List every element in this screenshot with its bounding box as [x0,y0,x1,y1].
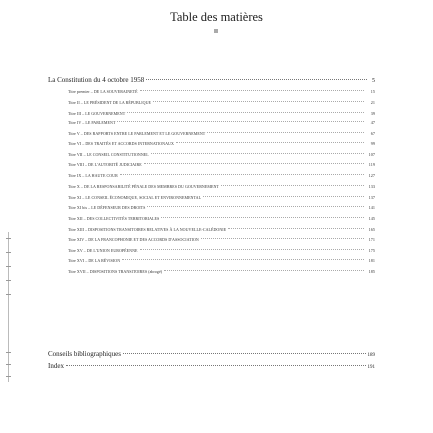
toc-heading[interactable] [48,76,375,84]
toc-entry-label: Index [48,362,64,370]
toc-page-number: 47 [370,120,375,125]
toc-entry-label: Titre XII – DES COLLECTIVITÉS TERRITORIALES [68,216,160,221]
toc-entry-label: La Constitution du 4 octobre 1958 [48,76,145,84]
toc-entry[interactable] [68,184,375,189]
toc-entry-label: Titre XVI – DE LA RÉVISION [68,258,121,263]
toc-page-number: 5 [372,78,375,84]
toc-entry[interactable] [68,89,375,94]
toc-entry[interactable] [68,120,375,125]
toc-entry[interactable] [68,227,375,232]
toc-entry[interactable] [68,131,375,136]
dot-leader [153,101,364,102]
dot-leader [144,163,364,164]
toc-entry-label: Titre XV – DE L'UNION EUROPÉENNE [68,248,138,253]
toc-page-number: 181 [368,258,375,263]
toc-page-number: 15 [370,89,375,94]
dot-leader [117,121,364,122]
toc-entry-label: Titre IX – LA HAUTE COUR [68,173,118,178]
toc-entry[interactable] [68,195,375,200]
toc-entry-label: Titre XIII – DISPOSITIONS TRANSITOIRES RELATIVES À LA NOUVELLE-CALÉDONIE [68,227,227,232]
toc-entry-label: Titre IV – LE PARLEMENT [68,120,116,125]
toc-page-number: 127 [368,173,375,178]
toc-entry[interactable] [68,100,375,105]
toc-back-matter-entry[interactable] [48,362,375,370]
dot-leader [147,206,364,207]
margin-tick [6,280,11,281]
toc-entry-label: Conseils bibliographiques [48,350,121,358]
dot-leader [228,228,364,229]
toc-entry-label: Titre III – LE GOUVERNEMENT [68,111,126,116]
dot-leader [127,112,364,113]
toc-page-number: 165 [368,227,375,232]
dot-leader [161,217,364,218]
toc-entry-label: Titre VI – DES TRAITÉS ET ACCORDS INTERNATIONAUX [68,141,174,146]
dot-leader [122,259,364,260]
toc-entry-label: Titre XVII – DISPOSITIONS TRANSITOIRES (abrogé) [68,269,163,274]
dot-leader [203,196,364,197]
dot-leader [221,185,364,186]
toc-page-number: 191 [367,365,375,370]
toc-entry-label: Titre premier – DE LA SOUVERAINETÉ [68,89,138,94]
toc-page-number: 133 [368,184,375,189]
margin-tick [6,352,11,353]
toc-entry-label: Titre VII – LE CONSEIL CONSTITUTIONNEL [68,152,149,157]
dot-leader [201,238,364,239]
toc-entry-label: Titre XIV – DE LA FRANCOPHONIE ET DES ACCORDS D'ASSOCIATION [68,237,199,242]
margin-tick [6,266,11,267]
toc-entry[interactable] [68,141,375,146]
toc-page-number: 67 [370,131,375,136]
dot-leader [123,353,366,354]
toc-entry-label: Titre II – LE PRÉSIDENT DE LA RÉPUBLIQUE [68,100,151,105]
toc-page-number: 171 [368,237,375,242]
toc-entry-label: Titre XI – LE CONSEIL ÉCONOMIQUE, SOCIAL ET ENVIRONNEMENTAL [68,195,202,200]
toc-entry-label: Titre V – DES RAPPORTS ENTRE LE PARLEMENT ET LE GOUVERNEMENT [68,131,206,136]
toc-page-number: 107 [368,152,375,157]
toc-page-number: 185 [368,269,375,274]
toc-entry[interactable] [68,205,375,210]
margin-tick [6,376,11,377]
toc-entry[interactable] [68,152,375,157]
dot-leader [176,142,364,143]
toc-back-matter-entry[interactable] [48,350,375,358]
toc-entry[interactable] [68,269,375,274]
toc-entry[interactable] [68,237,375,242]
dot-leader [146,79,367,80]
toc-entry[interactable] [68,258,375,263]
dot-leader [164,270,364,271]
toc-page-number: 137 [368,195,375,200]
margin-rule [8,232,9,382]
margin-tick [6,238,11,239]
dot-leader [140,90,364,91]
toc-page-number: 141 [368,205,375,210]
toc-entry[interactable] [68,248,375,253]
dot-leader [151,153,364,154]
toc-page-number: 145 [368,216,375,221]
toc-page-number: 175 [368,248,375,253]
toc-page-number: 99 [370,141,375,146]
toc-entry[interactable] [68,162,375,167]
toc-page-number: 119 [368,162,375,167]
toc-page-number: 21 [370,100,375,105]
toc-entry[interactable] [68,173,375,178]
margin-tick [6,252,11,253]
toc-entry[interactable] [68,216,375,221]
margin-tick [6,364,11,365]
toc-entry[interactable] [68,111,375,116]
dot-leader [140,249,364,250]
dot-leader [207,132,364,133]
toc-entry-label: Titre XI bis – LE DÉFENSEUR DES DROITS [68,205,146,210]
toc-page-number: 39 [370,111,375,116]
toc-entry-label: Titre X – DE LA RESPONSABILITÉ PÉNALE DES MEMBRES DU GOUVERNEMENT [68,184,219,189]
dot-leader [120,174,364,175]
toc-entry-label: Titre VIII – DE L'AUTORITÉ JUDICIAIRE [68,162,142,167]
toc-page-number: 189 [367,353,375,358]
page-title: Table des matières [170,10,263,24]
margin-tick [6,294,11,295]
dot-leader [66,365,366,366]
